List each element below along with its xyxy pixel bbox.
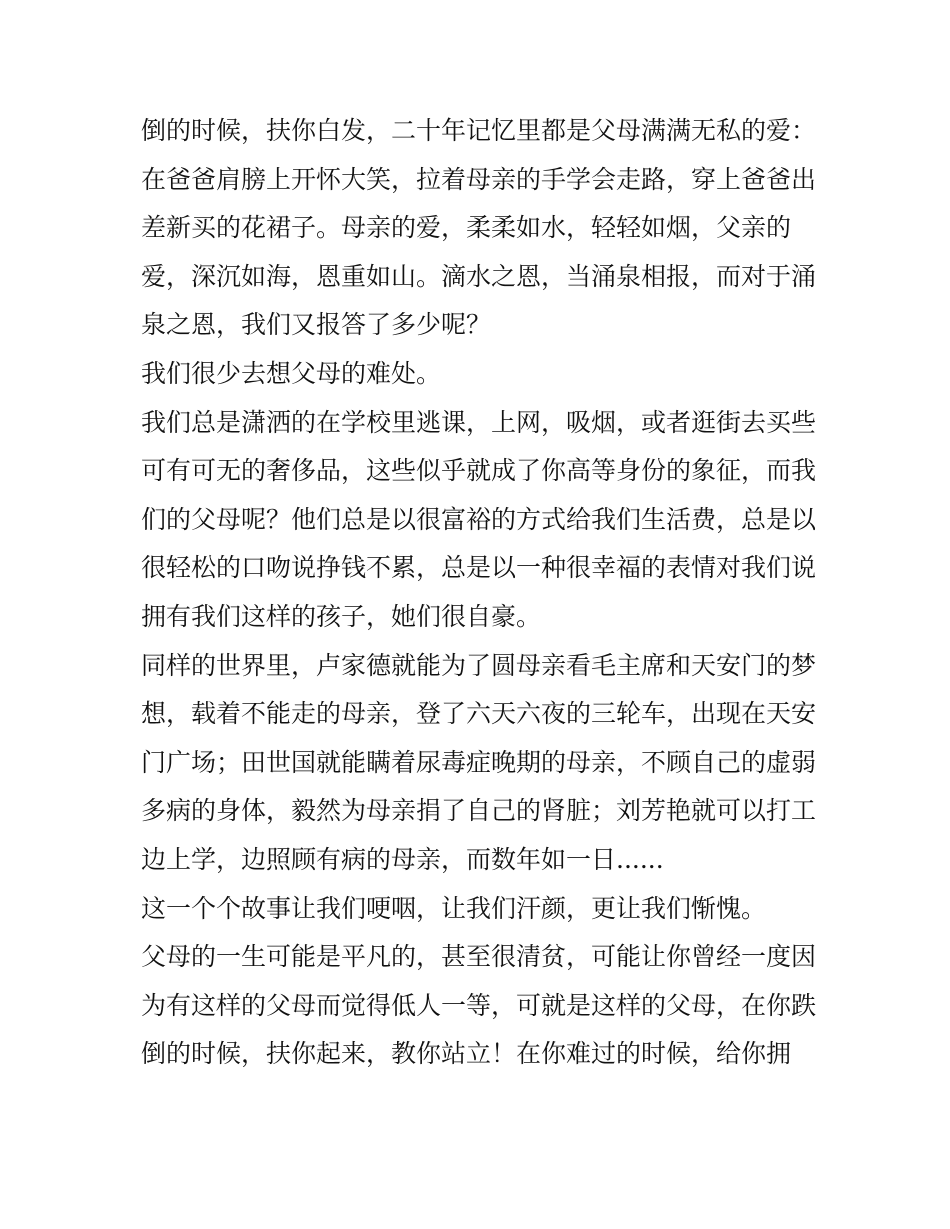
text-line: 在爸爸肩膀上开怀大笑，拉着母亲的手学会走路，穿上爸爸出 [141, 164, 817, 194]
text-line: 我们总是潇洒的在学校里逃课，上网，吸烟，或者逛街去买些 [141, 407, 817, 437]
text-line: 多病的身体，毅然为母亲捐了自己的肾脏；刘芳艳就可以打工 [141, 796, 817, 826]
text-line: 们的父母呢？他们总是以很富裕的方式给我们生活费，总是以 [141, 504, 817, 534]
text-line: 倒的时候，扶你白发，二十年记忆里都是父母满满无私的爱： [141, 116, 817, 145]
text-line: 边上学，边照顾有病的母亲，而数年如一日...... [141, 844, 664, 874]
text-line: 可有可无的奢侈品，这些似乎就成了你高等身份的象征，而我 [141, 456, 817, 486]
document-body [141, 107, 821, 1079]
text-line: 门广场；田世国就能瞒着尿毒症晚期的母亲，不顾自己的虚弱 [141, 747, 817, 777]
text-line: 泉之恩，我们又报答了多少呢？ [141, 310, 492, 340]
text-line: 很轻松的口吻说挣钱不累，总是以一种很幸福的表情对我们说 [141, 553, 817, 583]
text-line: 为有这样的父母而觉得低人一等，可就是这样的父母，在你跌 [141, 990, 817, 1020]
text-line: 想，载着不能走的母亲，登了六天六夜的三轮车，出现在天安 [141, 699, 817, 729]
text-line: 父母的一生可能是平凡的，甚至很清贫，可能让你曾经一度因 [141, 942, 817, 972]
text-line: 差新买的花裙子。母亲的爱，柔柔如水，轻轻如烟，父亲的 [141, 213, 792, 243]
text-line: 拥有我们这样的孩子，她们很自豪。 [141, 601, 542, 631]
text-line: 我们很少去想父母的难处。 [141, 358, 442, 388]
text-line: 爱，深沉如海，恩重如山。滴水之恩，当涌泉相报，而对于涌 [141, 261, 817, 291]
text-line: 这一个个故事让我们哽咽，让我们汗颜，更让我们惭愧。 [141, 893, 767, 923]
text-line: 同样的世界里，卢家德就能为了圆母亲看毛主席和天安门的梦 [141, 650, 817, 680]
text-line: 倒的时候，扶你起来，教你站立！在你难过的时候，给你拥 [141, 1039, 792, 1069]
